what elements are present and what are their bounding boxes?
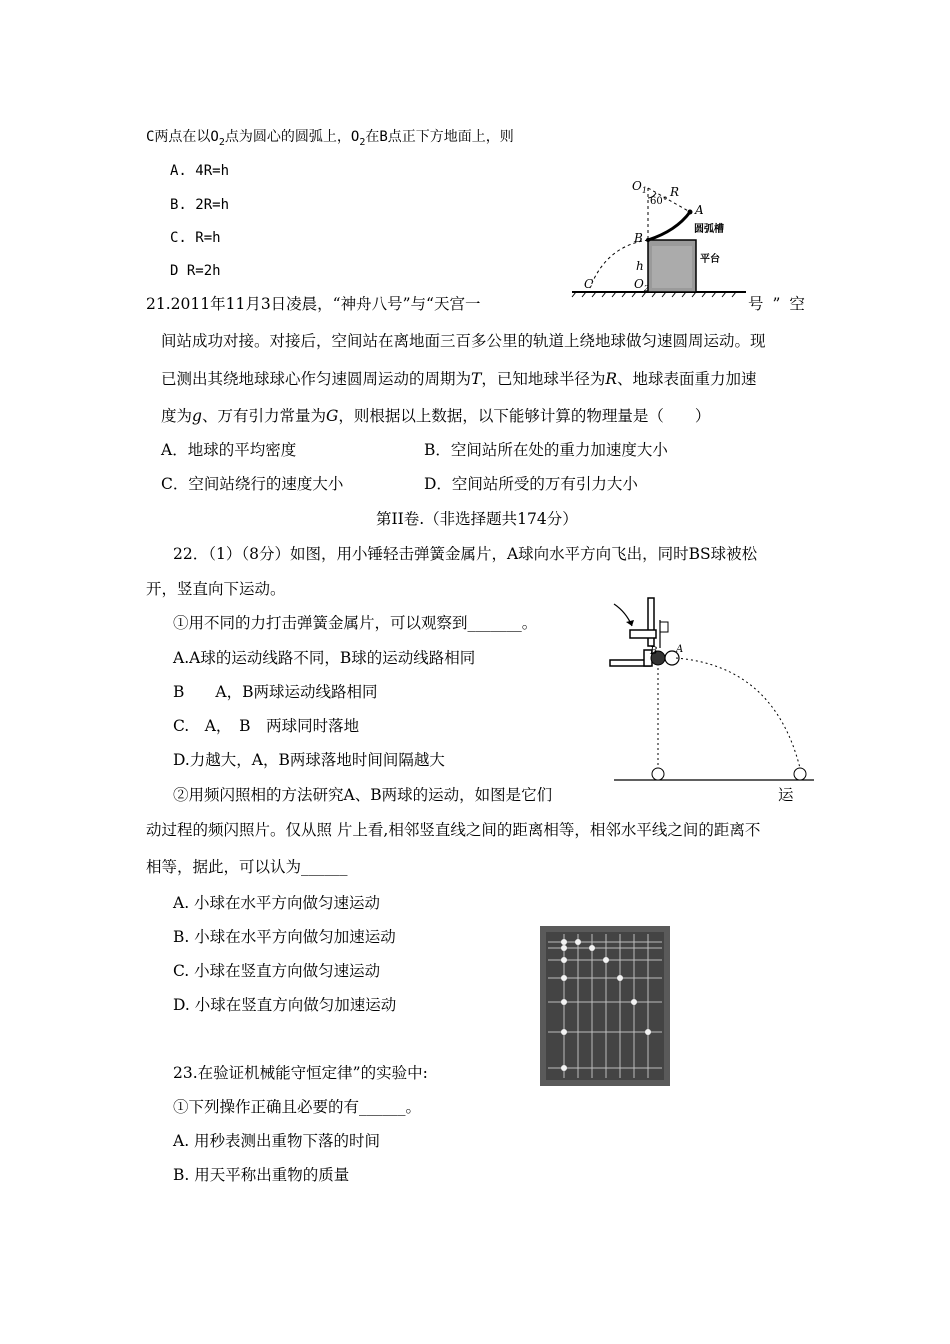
label-o2-sub: 2 (643, 284, 649, 293)
ball-b-landing (652, 768, 664, 780)
q23-sub1: ①下列操作正确且必要的有______。 (173, 1098, 422, 1116)
q22-sub2-line3: 相等，据此，可以认为______ (146, 858, 348, 876)
section-ii-title: 第II卷.（非选择题共174分） (376, 510, 578, 528)
q22-line2: 开，竖直向下运动。 (146, 580, 286, 598)
label-h: h (636, 259, 644, 273)
q21-line3-b: ，已知地球半径为 (481, 370, 606, 388)
option-d: D R=2h (170, 263, 221, 279)
label-platform: 平台 (700, 254, 720, 265)
q21-line3-a: 已测出其绕地球球心作匀速圆周运动的周期为 (161, 370, 472, 388)
q22-sub2-option-a: A. 小球在水平方向做匀速运动 (173, 894, 381, 912)
label-c: C (584, 277, 594, 291)
svg-text:O1 (632, 179, 647, 195)
strobe-photo-figure (540, 926, 670, 1086)
q21-line2: 间站成功对接。对接后，空间站在离地面三百多公里的轨道上绕地球做匀速圆周运动。现 (161, 332, 766, 350)
q21-line1-left: 21.2011年11月3日凌晨，“神舟八号”与“天宫一 (146, 295, 481, 313)
q21-line4-c: ，则根据以上数据，以下能够计算的物理量是（ ） (338, 407, 711, 425)
var-g: g (192, 407, 202, 425)
vertical-post (648, 598, 654, 646)
label-b: B (634, 231, 643, 245)
ball-a-landing (794, 768, 806, 780)
q21-line4-b: 、万有引力常量为 (201, 407, 326, 425)
q22-sub1-option-a: A.A球的运动线路不同，B球的运动线路相同 (173, 649, 476, 667)
arc-groove (648, 212, 690, 240)
continuation-text-1: C两点在以O (146, 129, 219, 145)
q22-sub2-option-c: C. 小球在竖直方向做匀速运动 (173, 962, 381, 980)
continuation-sub-1: 2 (218, 136, 225, 148)
label-arc-groove: 圆弧槽 (694, 224, 724, 235)
hammer (630, 630, 656, 638)
q21-option-b: B．空间站所在处的重力加速度大小 (424, 441, 668, 459)
q23-option-a: A. 用秒表测出重物下落的时间 (173, 1132, 381, 1150)
q22-sub1-option-b: B A，B两球运动线路相同 (173, 683, 378, 701)
q23-title: 23.在验证机械能守恒定律”的实验中: (173, 1064, 428, 1082)
continuation-text-3: 在B点正下方地面上，则 (365, 129, 514, 145)
q21-line1-right: 号”空 (748, 295, 814, 313)
q22-sub1-option-c: C. A， B 两球同时落地 (173, 717, 360, 735)
q22-line1: 22．（1）（8分）如图，用小锤轻击弹簧金属片，A球向水平方向飞出，同时BS球被松 (173, 545, 758, 563)
continuation-sub-2: 2 (359, 136, 366, 148)
label-o1-sub: 1 (641, 186, 647, 195)
var-t: T (471, 370, 482, 388)
question-continuation (146, 130, 514, 148)
q22-sub2-left: ②用频闪照相的方法研究A、B两球的运动，如图是它们 (173, 786, 553, 804)
q21-line3-c: 、地球表面重力加速 (617, 370, 757, 388)
var-r: R (605, 370, 618, 388)
q22-sub1-option-d: D.力越大，A，B两球落地时间间隔越大 (173, 751, 445, 769)
label-r: R (670, 185, 680, 199)
point-a (688, 210, 693, 215)
option-a: A. 4R=h (170, 163, 230, 179)
q21-line4-a: 度为 (161, 407, 193, 425)
q21-line3 (161, 372, 757, 388)
label-o1: O (632, 179, 642, 193)
label-o2: O (634, 277, 644, 291)
q21-option-c: C．空间站绕行的速度大小 (161, 475, 344, 493)
label-ball-a: A (676, 644, 684, 655)
q21-option-d: D．空间站所受的万有引力大小 (424, 475, 638, 493)
svg-text:O2 (634, 277, 649, 293)
arc-platform-figure (566, 176, 752, 298)
q22-sub2-option-d: D. 小球在竖直方向做匀加速运动 (173, 996, 397, 1014)
label-ball-b: B (650, 646, 658, 657)
parabolic-path (676, 658, 800, 768)
option-c: C. R=h (170, 230, 221, 246)
q21-line4 (161, 409, 710, 425)
q21-option-a: A．地球的平均密度 (161, 441, 297, 459)
var-big-g: G (325, 407, 339, 425)
q22-sub2-option-b: B. 小球在水平方向做匀加速运动 (173, 928, 396, 946)
q22-sub2-right: 运 (778, 786, 794, 804)
continuation-text-2: 点为圆心的圆弧上，O (224, 129, 360, 145)
option-b: B. 2R=h (170, 197, 230, 213)
label-a: A (695, 203, 704, 217)
q22-sub2-line2: 动过程的频闪照片。仅从照 片上看,相邻竖直线之间的距离相等，相邻水平线之间的距离不 (146, 821, 761, 839)
q22-sub1: ①用不同的力打击弹簧金属片，可以观察到_______。 (173, 614, 538, 632)
flag (660, 622, 668, 632)
spring-apparatus-figure (604, 596, 816, 784)
label-angle: 60° (650, 196, 668, 207)
q23-option-b: B. 用天平称出重物的质量 (173, 1166, 350, 1184)
platform-texture (652, 246, 692, 288)
